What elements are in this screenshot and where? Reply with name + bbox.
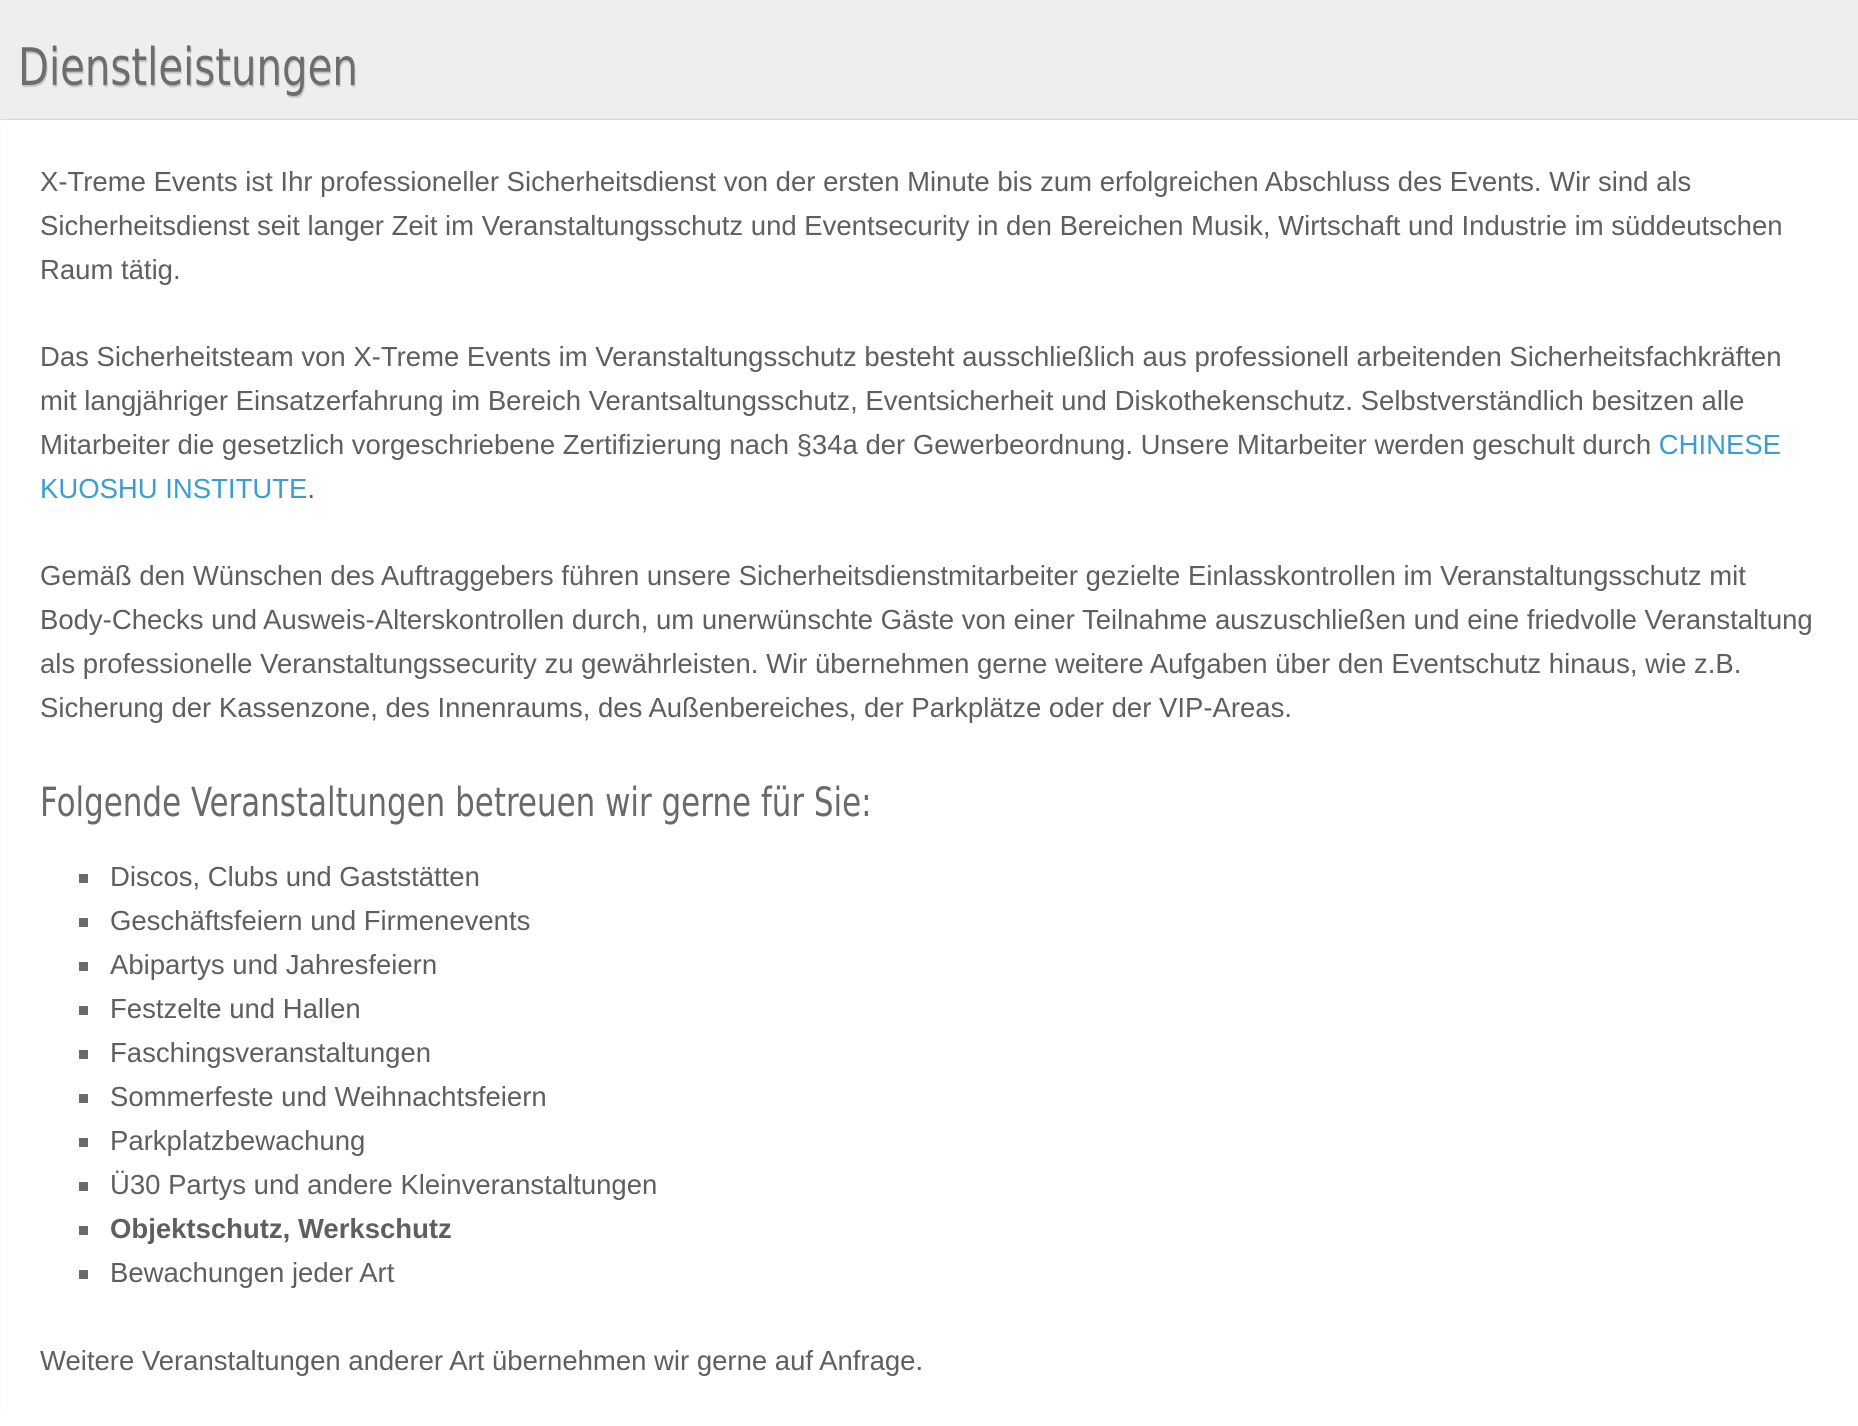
- list-item: [110, 1251, 1820, 1295]
- list-item: [110, 899, 1820, 943]
- intro-paragraph-2: [40, 335, 1820, 511]
- events-list: [40, 855, 1820, 1295]
- intro-paragraph-1: X-Treme Events ist Ihr professioneller Sicherheitsdienst von der ersten Minute bis zum erfolgreichen Abschluss des Events. Wir sind als Sicherheitsdienst seit langer Zeit im Veranstaltungsschutz und Eventsecurity in den Bereichen Musik, Wirtschaft und Industrie im süddeutschen Raum tätig.: [40, 166, 1783, 285]
- square-bullet-icon: [79, 1182, 88, 1191]
- list-item-label: Ü30 Partys und andere Kleinveranstaltungen: [110, 1169, 658, 1200]
- list-item: [110, 1119, 1820, 1163]
- square-bullet-icon: [79, 1050, 88, 1059]
- list-item-label: Faschingsveranstaltungen: [110, 1037, 432, 1068]
- list-item-label: Discos, Clubs und Gaststätten: [110, 861, 480, 892]
- list-item: [110, 987, 1820, 1031]
- page-title: Dienstleistungen: [18, 38, 358, 98]
- list-item: [110, 1075, 1820, 1119]
- list-item: [110, 855, 1820, 899]
- page-header: [0, 0, 1858, 120]
- square-bullet-icon: [79, 918, 88, 927]
- square-bullet-icon: [79, 1270, 88, 1279]
- list-item-label: Parkplatzbewachung: [110, 1125, 366, 1156]
- intro-paragraph-3: Gemäß den Wünschen des Auftraggebers führen unsere Sicherheitsdienstmitarbeiter gezielte Einlasskontrollen im Veranstaltungsschutz mit Body-Checks und Ausweis-Alterskontrollen durch, um unerwünschte Gäste von einer Teilnahme auszuschließen und eine friedvolle Veranstaltung als professionelle Veranstaltungssecurity zu gewährleisten. Wir übernehmen gerne weitere Aufgaben über den Eventschutz hinaus, wie z.B. Sicherung der Kassenzone, des Innenraums, des Außenbereiches, der Parkplätze oder der VIP-Areas.: [40, 560, 1813, 723]
- events-heading: Folgende Veranstaltungen betreuen wir gerne für Sie:: [40, 780, 872, 826]
- list-item-label: Festzelte und Hallen: [110, 993, 361, 1024]
- events-footer-note: Weitere Veranstaltungen anderer Art übernehmen wir gerne auf Anfrage.: [40, 1345, 924, 1376]
- list-item: [110, 1163, 1820, 1207]
- square-bullet-icon: [79, 874, 88, 883]
- chinese-kuoshu-institute-link[interactable]: CHINESE KUOSHU INSTITUTE: [40, 429, 1782, 504]
- list-item-label: Objektschutz, Werkschutz: [110, 1213, 452, 1244]
- square-bullet-icon: [79, 1094, 88, 1103]
- list-item-label: Abipartys und Jahresfeiern: [110, 949, 438, 980]
- square-bullet-icon: [79, 1138, 88, 1147]
- list-item: [110, 943, 1820, 987]
- list-item-label: Bewachungen jeder Art: [110, 1257, 395, 1288]
- list-item: [110, 1031, 1820, 1075]
- square-bullet-icon: [79, 962, 88, 971]
- square-bullet-icon: [79, 1226, 88, 1235]
- square-bullet-icon: [79, 1006, 88, 1015]
- list-item: [110, 1207, 1820, 1251]
- intro-paragraph-2-text: Das Sicherheitsteam von X-Treme Events im Veranstaltungsschutz besteht ausschließlich aus professionell arbeitenden Sicherheitsfachkräften mit langjähriger Einsatzerfahrung im Bereich Verantsaltungsschutz, Eventsicherheit und Diskothekenschutz. Selbstverständlich besitzen alle Mitarbeiter die gesetzlich vorgeschriebene Zertifizierung nach §34a der Gewerbeordnung. Unsere Mitarbeiter werden geschult durch: [40, 341, 1782, 460]
- list-item-label: Sommerfeste und Weihnachtsfeiern: [110, 1081, 547, 1112]
- intro-paragraph-2-end: .: [307, 473, 316, 504]
- list-item-label: Geschäftsfeiern und Firmenevents: [110, 905, 531, 936]
- main-content: [40, 160, 1820, 1426]
